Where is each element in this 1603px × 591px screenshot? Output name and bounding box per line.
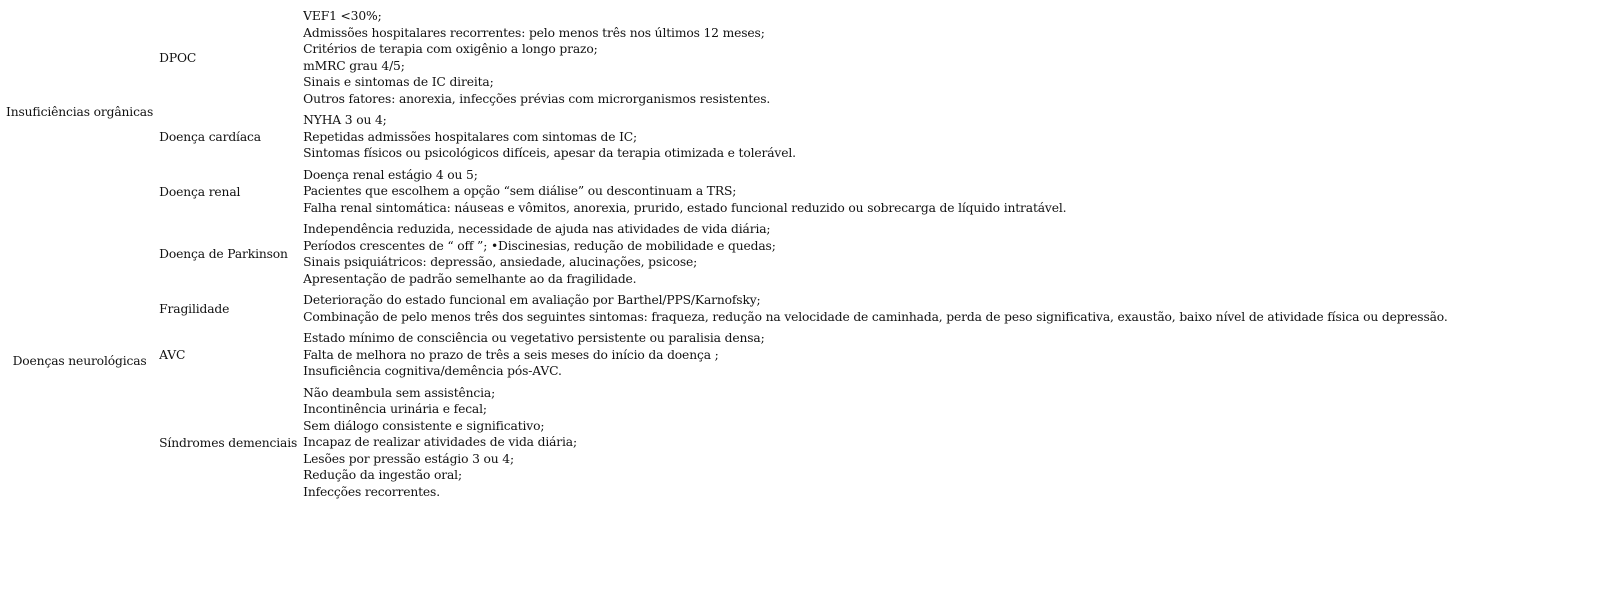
condition-cell: Doença de Parkinson — [159, 247, 288, 262]
criteria-cell — [301, 383, 1449, 504]
criterion-line: Falha renal sintomática: náuseas e vômitos, anorexia, prurido, estado funcional reduzido ou sobrecarga de líquido intratável. — [303, 200, 1067, 215]
condition-cell: DPOC — [159, 50, 197, 65]
criterion-line: Infecções recorrentes. — [303, 484, 440, 499]
criterion-line: Períodos crescentes de “ off ”; •Discinesias, redução de mobilidade e quedas; — [303, 238, 776, 253]
criterion-line: Admissões hospitalares recorrentes: pelo menos três nos últimos 12 meses; — [303, 25, 765, 40]
criterion-line: Sintomas físicos ou psicológicos difíceis, apesar da terapia otimizada e tolerável. — [303, 146, 796, 160]
criterion-line: Critérios de terapia com oxigênio a longo prazo; — [303, 42, 598, 56]
category-cell: Insuficiências orgânicas — [6, 105, 154, 120]
criteria-table — [4, 6, 1450, 503]
criterion-line: Incapaz de realizar atividades de vida diária; — [303, 435, 577, 449]
criterion-line: Outros fatores: anorexia, infecções prévias com microrganismos resistentes. — [303, 91, 771, 106]
criterion-line: Falta de melhora no prazo de três a seis meses do início da doença ; — [303, 347, 719, 362]
criterion-line: Sinais psiquiátricos: depressão, ansiedade, alucinações, psicose; — [303, 255, 698, 269]
criteria-cell — [301, 290, 1449, 328]
condition-cell: Doença cardíaca — [159, 130, 261, 144]
criteria-cell — [301, 6, 1449, 110]
table-row — [4, 328, 1450, 383]
criterion-line: Lesões por pressão estágio 3 ou 4; — [303, 451, 514, 466]
table-row — [4, 383, 1450, 504]
condition-cell: AVC — [159, 348, 186, 362]
criterion-line: Repetidas admissões hospitalares com sintomas de IC; — [303, 129, 638, 144]
table-row — [4, 165, 1450, 220]
criterion-line: Não deambula sem assistência; — [303, 385, 496, 400]
criteria-cell — [301, 328, 1449, 383]
condition-cell: Síndromes demenciais — [159, 435, 298, 450]
table-row — [4, 219, 1450, 290]
criterion-line: Apresentação de padrão semelhante ao da fragilidade. — [303, 271, 637, 286]
criteria-cell — [301, 219, 1449, 290]
table-row — [4, 6, 1450, 110]
criteria-cell — [301, 110, 1449, 165]
criteria-cell — [301, 165, 1449, 220]
criterion-line: Combinação de pelo menos três dos seguintes sintomas: fraqueza, redução na velocidade de caminhada, perda de peso significativa, exaustão, baixo nível de atividade física ou depressão. — [303, 309, 1448, 324]
criterion-line: Estado mínimo de consciência ou vegetativo persistente ou paralisia densa; — [303, 331, 765, 345]
criterion-line: Deterioração do estado funcional em avaliação por Barthel/PPS/Karnofsky; — [303, 293, 761, 307]
criterion-line: VEF1 <30%; — [303, 9, 382, 23]
category-cell: Doenças neurológicas — [12, 353, 147, 368]
criterion-line: Sem diálogo consistente e significativo; — [303, 418, 545, 433]
table-row — [4, 110, 1450, 165]
criterion-line: Independência reduzida, necessidade de ajuda nas atividades de vida diária; — [303, 222, 771, 236]
criterion-line: Pacientes que escolhem a opção “sem diálise” ou descontinuam a TRS; — [303, 184, 737, 198]
criterion-line: NYHA 3 ou 4; — [303, 113, 387, 127]
criterion-line: Sinais e sintomas de IC direita; — [303, 75, 494, 89]
condition-cell: Doença renal — [159, 184, 241, 199]
criterion-line: Incontinência urinária e fecal; — [303, 402, 487, 416]
criterion-line: Insuficiência cognitiva/demência pós-AVC. — [303, 364, 562, 378]
criterion-line: mMRC grau 4/5; — [303, 58, 405, 73]
criterion-line: Doença renal estágio 4 ou 5; — [303, 167, 478, 182]
table-row — [4, 290, 1450, 328]
condition-cell: Fragilidade — [159, 301, 230, 316]
criterion-line: Redução da ingestão oral; — [303, 468, 462, 482]
